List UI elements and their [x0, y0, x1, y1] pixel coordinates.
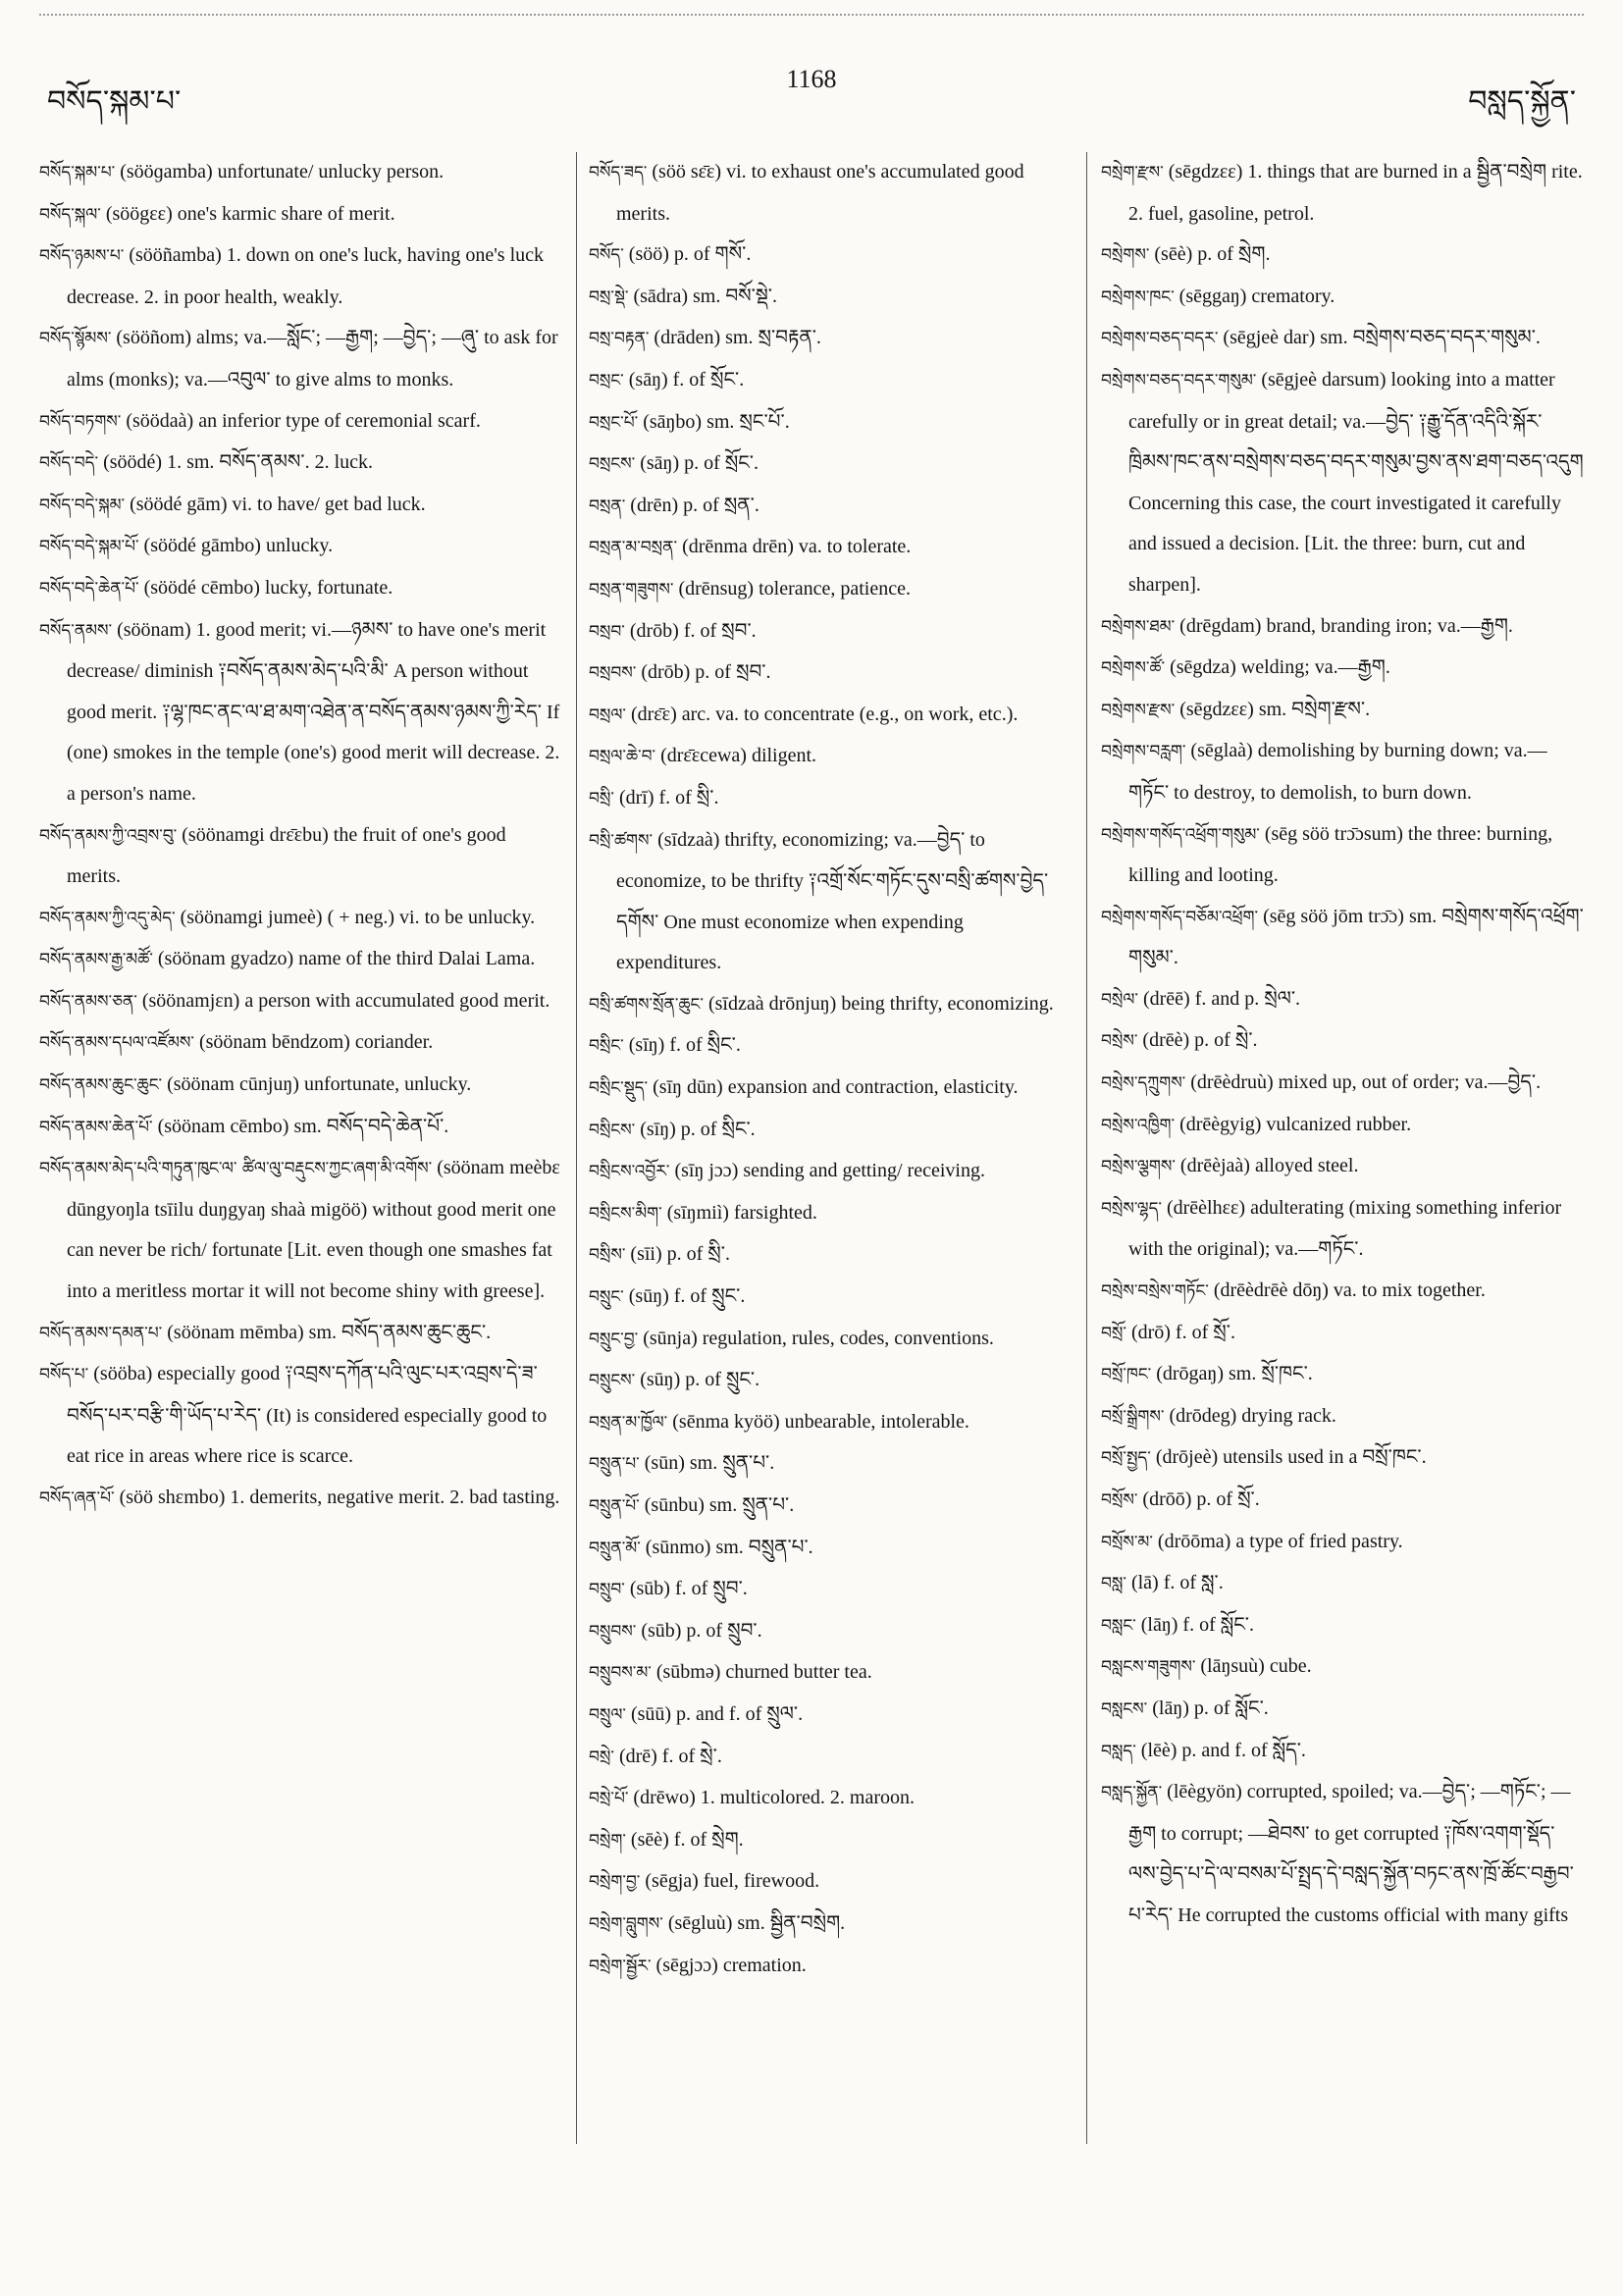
- dictionary-entry: [1101, 1105, 1584, 1147]
- entry-headword: བསྲེས་འཁྱིག་: [1101, 1115, 1176, 1135]
- entry-definition: (lā) f. of སླ་.: [1126, 1572, 1224, 1594]
- dictionary-entry: [589, 277, 1070, 319]
- entry-headword: བསྲེས་དཀྲུགས་: [1101, 1073, 1186, 1094]
- dictionary-entry: [1101, 1480, 1584, 1522]
- entry-headword: བསྲི་ཚགས་: [589, 830, 654, 851]
- dictionary-entry: [589, 527, 1070, 569]
- dictionary-entry: [589, 569, 1070, 611]
- entry-definition: (sēgdza) welding; va.—རྒྱག.: [1165, 656, 1390, 679]
- entry-definition: (sööɡamba) unfortunate/ unlucky person.: [115, 161, 445, 183]
- entry-definition: (drōgaŋ) sm. སྲོ་ཁང་.: [1151, 1363, 1313, 1385]
- entry-headword: བསྲུན་པོ་: [589, 1496, 640, 1516]
- entry-headword: བསྲོ་སྒྲིགས་: [1101, 1406, 1165, 1427]
- entry-definition: (sādra) sm. བསོ་སྡེ་.: [628, 285, 777, 307]
- page-number: 1168: [786, 65, 837, 93]
- entry-definition: (drɛ̄ɛcewa) diligent.: [655, 745, 817, 767]
- entry-headword: བསྲེ་པོ་: [589, 1789, 629, 1809]
- entry-definition: (sööba) especially good ༑འབྲས་དཀོན་པའི་ལུང་པར་འབྲས་དེ་ཟ་བསོད་པར་བརྩི་གི་ཡོད་པ་རེད་ (It) is considered especially good to eat rice in areas where rice is scarce.: [67, 1363, 548, 1468]
- entry-headword: བསོད་ནམས་དམན་པ་: [39, 1323, 163, 1343]
- entry-headword: བསོད་བདེ་སྐམ་པོ་: [39, 537, 139, 557]
- dictionary-entry: [39, 401, 564, 444]
- entry-headword: བསྲིས་: [589, 1245, 626, 1266]
- entry-headword: བསྲིངས་འབྱོར་: [589, 1162, 670, 1182]
- top-dotted-rule: [39, 14, 1584, 16]
- entry-definition: (drāden) sm. སྲ་བརྟན་.: [649, 327, 821, 349]
- entry-headword: བསྲེས་བསྲེས་གཏོང་: [1101, 1281, 1209, 1302]
- entry-definition: (söödé gām) vi. to have/ get bad luck.: [125, 493, 426, 515]
- entry-definition: (sēè) p. of སྲེག.: [1149, 243, 1271, 266]
- dictionary-entry: [1101, 1772, 1584, 1936]
- dictionary-entry: [1101, 1396, 1584, 1438]
- entry-headword: བསྲོས་: [1101, 1490, 1138, 1510]
- entry-definition: (sīŋ) p. of སྲིང་.: [635, 1118, 756, 1140]
- dictionary-entry: [39, 1022, 564, 1065]
- entry-definition: (drōb) f. of སྲབ་.: [624, 619, 757, 642]
- entry-definition: (sēgjɔɔ) cremation.: [651, 1954, 807, 1976]
- dictionary-entry: [589, 1402, 1070, 1444]
- entry-definition: (sēglaà) demolishing by burning down; va.—གཏོང་ to destroy, to demolish, to burn down.: [1128, 740, 1547, 804]
- entry-definition: (sööñamba) 1. down on one's luck, having one's luck decrease. 2. in poor health, weakly.: [67, 244, 545, 308]
- entry-headword: བསྲུབ་: [589, 1580, 625, 1600]
- right-guide-word: བསླད་སྐྱོན་: [1468, 84, 1576, 119]
- entry-headword: བསྲལ་: [589, 704, 626, 725]
- entry-headword: བསོད་སྐལ་: [39, 204, 101, 225]
- dictionary-entry: [1101, 1605, 1584, 1647]
- dictionary-entry: [1101, 606, 1584, 649]
- entry-definition: (sāŋ) f. of སྲོང་.: [623, 368, 745, 391]
- dictionary-entry: [1101, 1689, 1584, 1731]
- entry-definition: (söö shɛmbo) 1. demerits, negative merit. 2. bad tasting.: [114, 1487, 560, 1508]
- entry-headword: བསྲོ་སྤྱད་: [1101, 1448, 1151, 1469]
- dictionary-entry: [1101, 1646, 1584, 1689]
- dictionary-entry: [589, 1234, 1070, 1277]
- entry-headword: བསྲོས་མ་: [1101, 1532, 1153, 1552]
- dictionary-entry: [589, 1486, 1070, 1528]
- entry-definition: (lāŋ) f. of སློང་.: [1135, 1613, 1254, 1636]
- entry-headword: བསོད་ནམས་ཆུང་ཆུང་: [39, 1075, 163, 1096]
- entry-definition: (lēègyön) corrupted, spoiled; va.—བྱེད་; —གཏོང་; —རྒྱག to corrupt; —ཐེབས་ to get corrupted ༑ཁོས་འགག་སྡོད་ལས་བྱེད་པ་དེ་ལ་བསམ་པོ་སྤྲད་དེ་བསླད་སྐྱོན་བཏང་ནས་ཁྲོ་ཚོང་བརྒྱབ་པ་རེད་ He corrupted the customs official with many gifts: [1128, 1781, 1574, 1926]
- column-left: [39, 152, 564, 1520]
- dictionary-entry: [589, 778, 1070, 820]
- entry-headword: བསྲུལ་: [589, 1704, 626, 1725]
- dictionary-entry: [589, 1528, 1070, 1570]
- entry-headword: བསྲུང་བྱ་: [589, 1329, 639, 1349]
- entry-headword: བསྲེས་: [1101, 1031, 1138, 1052]
- entry-definition: (sūb) f. of སྲུབ་.: [624, 1578, 748, 1600]
- dictionary-entry: [39, 152, 564, 194]
- dictionary-entry: [589, 1151, 1070, 1193]
- entry-definition: (söönamgi jumeè) ( + neg.) vi. to be unlucky.: [175, 906, 536, 928]
- entry-headword: བསྲེག་བྱ་: [589, 1872, 641, 1893]
- entry-headword: བསླང་: [1101, 1615, 1136, 1636]
- dictionary-entry: [39, 1478, 564, 1520]
- dictionary-entry: [39, 610, 564, 815]
- dictionary-entry: [39, 235, 564, 318]
- entry-definition: (sīŋmiì) farsighted.: [661, 1201, 817, 1224]
- entry-definition: (drɛ̄ɛ) arc. va. to concentrate (e.g., on work, etc.).: [625, 703, 1019, 725]
- dictionary-entry: [589, 235, 1070, 277]
- entry-headword: བསྲོ་ཁང་: [1101, 1365, 1152, 1385]
- entry-headword: བསྲན་: [589, 496, 626, 516]
- entry-definition: (söönam cūnjuŋ) unfortunate, unlucky.: [162, 1073, 472, 1096]
- entry-headword: བསྲེགས་ཁང་: [1101, 287, 1175, 307]
- dictionary-entry: [1101, 648, 1584, 690]
- entry-headword: བསྲང་: [589, 370, 624, 391]
- entry-headword: བསྲེས་ལྕགས་: [1101, 1157, 1176, 1177]
- entry-definition: (sīŋ dūn) expansion and contraction, elasticity.: [648, 1076, 1019, 1099]
- entry-definition: (sīŋ) f. of སྲིང་.: [623, 1034, 741, 1057]
- entry-definition: (sūŋ) p. of སྲུང་.: [635, 1369, 760, 1391]
- dictionary-entry: [589, 1820, 1070, 1862]
- dictionary-entry: [1101, 360, 1584, 606]
- entry-definition: (sūn) sm. སྲུན་པ་.: [639, 1452, 775, 1475]
- dictionary-entry: [1101, 814, 1584, 897]
- entry-definition: (söönam gyadzo) name of the third Dalai Lama.: [152, 948, 536, 970]
- dictionary-entry: [1101, 1271, 1584, 1313]
- left-guide-word: བསོད་སྐམ་པ་: [47, 84, 182, 119]
- entry-definition: (drēnma drēn) va. to tolerate.: [677, 536, 912, 558]
- entry-headword: བསྲ་སྡེ་: [589, 287, 629, 307]
- dictionary-entry: [39, 1354, 564, 1478]
- entry-definition: (drēè) p. of སྲེ་.: [1137, 1029, 1258, 1052]
- column-middle: [589, 152, 1070, 1987]
- entry-headword: བསྲེས་ལྷད་: [1101, 1198, 1162, 1219]
- entry-definition: (drēègyig) vulcanized rubber.: [1175, 1113, 1412, 1135]
- dictionary-entry: [1101, 318, 1584, 360]
- dictionary-entry: [589, 444, 1070, 486]
- entry-definition: (sēgdzɛɛ) 1. things that are burned in a སྦྱིན་བསྲེག rite. 2. fuel, gasoline, petrol.: [1128, 161, 1583, 225]
- dictionary-entry: [589, 1904, 1070, 1946]
- entry-definition: (sūnja) regulation, rules, codes, conventions.: [638, 1327, 994, 1349]
- entry-headword: བསྲེགས་ཐམ་: [1101, 616, 1176, 637]
- entry-definition: (söö sɛ̄ɛ) vi. to exhaust one's accumulated good merits.: [616, 161, 1024, 225]
- entry-definition: (lāŋ) p. of སློང་.: [1147, 1696, 1269, 1719]
- entry-headword: བསོད་སྙོམས་: [39, 329, 112, 349]
- dictionary-entry: [1101, 1731, 1584, 1773]
- dictionary-entry: [589, 695, 1070, 737]
- dictionary-entry: [589, 736, 1070, 778]
- dictionary-entry: [589, 1443, 1070, 1486]
- dictionary-entry: [1101, 690, 1584, 732]
- entry-headword: བསྲེགས་ཚོ་: [1101, 658, 1166, 679]
- entry-headword: བསྲབ་: [589, 621, 625, 642]
- dictionary-entry: [589, 1319, 1070, 1361]
- entry-headword: བསོད་པ་: [39, 1365, 89, 1385]
- entry-headword: བསོད་ནམས་ཅན་: [39, 991, 137, 1012]
- entry-definition: (lāŋsuù) cube.: [1195, 1655, 1312, 1678]
- entry-definition: (sööñom) alms; va.—སློང་; —རྒྱག; —བྱེད་; —ཞུ་ to ask for alms (monks); va.—འབུལ་ to give alms to monks.: [67, 327, 558, 391]
- entry-definition: (sīdzaà drōnjuŋ) being thrifty, economizing.: [703, 992, 1054, 1015]
- entry-headword: བསྲ་བརྟན་: [589, 329, 650, 349]
- dictionary-entry: [39, 318, 564, 400]
- entry-headword: བསྲུབས་: [589, 1621, 637, 1642]
- entry-definition: (drēnsug) tolerance, patience.: [673, 577, 911, 600]
- dictionary-entry: [39, 194, 564, 236]
- entry-definition: (söödé) 1. sm. བསོད་ནམས་. 2. luck.: [98, 451, 374, 474]
- entry-definition: (söönam bēndzom) coriander.: [193, 1031, 434, 1054]
- entry-definition: (drē) f. of སྲེ་.: [613, 1745, 722, 1767]
- entry-definition: (sēgdzɛɛ) sm. བསྲེག་རྫས་.: [1175, 698, 1371, 720]
- entry-definition: (drī) f. of སྲི་.: [613, 786, 719, 809]
- entry-definition: (drō) f. of སྲོ་.: [1126, 1321, 1235, 1343]
- dictionary-entry: [1101, 731, 1584, 813]
- entry-headword: བསྲེགས་གསོད་འཕྲོག་གསུམ་: [1101, 824, 1260, 845]
- dictionary-entry: [1101, 1354, 1584, 1396]
- entry-definition: (drōb) p. of སྲབ་.: [636, 661, 771, 684]
- dictionary-entry: [39, 1148, 564, 1312]
- dictionary-entry: [39, 1313, 564, 1355]
- entry-headword: བསླངས་གཟུགས་: [1101, 1657, 1196, 1678]
- entry-definition: (söönamjɛn) a person with accumulated good merit.: [136, 989, 550, 1012]
- dictionary-entry: [589, 360, 1070, 402]
- entry-definition: (söönam) 1. good merit; vi.—ཉམས་ to have one's merit decrease/ diminish ༑བསོད་ནམས་མེད་པའི་མི་ A person without good merit. ༑ལྷ་ཁང་ནང་ལ་ཐ་མག་འཐེན་ན་བསོད་ནམས་ཉམས་ཀྱི་རེད་ If (one) smokes in the temple (one's) good merit will decrease. 2. a person's name.: [67, 618, 560, 805]
- dictionary-entry: [589, 1068, 1070, 1110]
- entry-definition: (sūnmo) sm. བསྲུན་པ་.: [640, 1536, 813, 1558]
- entry-headword: བསྲུང་: [589, 1287, 624, 1308]
- entry-headword: བསྲོ་: [1101, 1323, 1126, 1343]
- dictionary-entry: [589, 402, 1070, 444]
- entry-headword: བསོད་ཞན་པོ་: [39, 1488, 115, 1508]
- entry-headword: བསྲུན་པ་: [589, 1454, 640, 1475]
- entry-headword: བསྲང་པོ་: [589, 412, 639, 433]
- dictionary-entry: [1101, 1563, 1584, 1605]
- entry-definition: (sēè) f. of སྲེག.: [625, 1828, 744, 1851]
- entry-headword: བསྲིངས་: [589, 1120, 636, 1140]
- column-divider-1: [576, 152, 577, 2144]
- entry-headword: བསོད་བདེ་སྐམ་: [39, 495, 126, 515]
- entry-definition: (sūŋ) f. of སྲུང་.: [623, 1285, 746, 1308]
- entry-definition: (sāŋbo) sm. སྲང་པོ་.: [638, 410, 790, 433]
- entry-definition: (drōō) p. of སྲོ་.: [1137, 1488, 1260, 1510]
- entry-headword: བསྲན་གཟུགས་: [589, 579, 674, 600]
- entry-headword: བསྲན་མ་ཁྱོལ་: [589, 1412, 668, 1433]
- entry-headword: བསྲངས་: [589, 454, 636, 475]
- entry-headword: བསྲེགས་གསོད་བཅོམ་འཕྲོག་: [1101, 907, 1259, 927]
- entry-definition: (drōdeg) drying rack.: [1164, 1404, 1336, 1427]
- entry-definition: (sīdzaà) thrifty, economizing; va.—བྱེད་ to economize, to be thrifty ༑འགྲོ་སོང་གཏོང་དུས་བསྲི་ཚགས་བྱེད་དགོས་ One must economize when expending expenditures.: [616, 828, 1049, 974]
- dictionary-entry: [39, 568, 564, 610]
- entry-definition: (söödaà) an inferior type of ceremonial scarf.: [121, 409, 481, 432]
- entry-definition: (drēèdrēè dōŋ) va. to mix together.: [1208, 1279, 1486, 1302]
- dictionary-entry: [589, 1025, 1070, 1068]
- entry-definition: (sēgjeè dar) sm. བསྲེགས་བཅད་བདར་གསུམ་.: [1218, 327, 1541, 349]
- dictionary-entry: [39, 1065, 564, 1107]
- entry-headword: བསོད་ནམས་ཀྱི་འདུ་མེད་: [39, 908, 176, 928]
- entry-definition: (sēgluù) sm. སྦྱིན་བསྲེག.: [662, 1911, 846, 1934]
- entry-headword: བསྲིངས་མིག་: [589, 1203, 662, 1224]
- entry-headword: བསོད་ནམས་དཔལ་འཛོམས་: [39, 1033, 194, 1054]
- dictionary-entry: [1101, 897, 1584, 979]
- entry-headword: བསྲེགས་བཅད་བདར་གསུམ་: [1101, 370, 1257, 391]
- entry-headword: བསྲལ་ཆེ་བ་: [589, 747, 656, 767]
- dictionary-entry: [589, 1193, 1070, 1235]
- column-divider-2: [1086, 152, 1087, 2144]
- entry-headword: བསྲེག་སྦྱོར་: [589, 1956, 652, 1976]
- dictionary-entry: [1101, 152, 1584, 235]
- entry-headword: བསོད་ནམས་: [39, 620, 113, 641]
- entry-headword: བསོད་བདེ་ཆེན་པོ་: [39, 578, 139, 599]
- entry-headword: བསོད་བཏགས་: [39, 411, 122, 432]
- entry-definition: (sīŋ jɔɔ) sending and getting/ receiving.: [669, 1160, 985, 1182]
- entry-headword: བསྲི་ཚགས་སྲོན་ཆུང་: [589, 994, 704, 1015]
- dictionary-entry: [589, 1946, 1070, 1988]
- entry-headword: བསྲེགས་བརླག་: [1101, 742, 1186, 762]
- dictionary-entry: [589, 984, 1070, 1026]
- entry-headword: བསླད་སྐྱོན་: [1101, 1783, 1163, 1803]
- entry-definition: (drōōma) a type of fried pastry.: [1152, 1530, 1403, 1552]
- dictionary-entry: [39, 939, 564, 981]
- entry-headword: བསྲུབས་མ་: [589, 1663, 652, 1684]
- entry-headword: བསྲུན་མོ་: [589, 1538, 641, 1558]
- dictionary-entry: [589, 1861, 1070, 1904]
- entry-headword: བསྲེགས་བཅད་བདར་: [1101, 329, 1219, 349]
- entry-headword: བསོད་ཉམས་པ་: [39, 246, 125, 267]
- dictionary-entry: [39, 898, 564, 940]
- entry-headword: བསྲི་: [589, 788, 614, 809]
- column-right: [1101, 152, 1584, 1937]
- entry-definition: (drēèjaà) alloyed steel.: [1175, 1155, 1359, 1177]
- entry-headword: བསྲེགས་: [1101, 245, 1150, 266]
- entry-headword: བསོད་སྐམ་པ་: [39, 163, 116, 183]
- entry-headword: བསྲུངས་: [589, 1371, 636, 1391]
- dictionary-entry: [39, 485, 564, 527]
- dictionary-entry: [589, 1277, 1070, 1319]
- entry-definition: (drēèdruù) mixed up, out of order; va.—བྱེད་.: [1185, 1071, 1542, 1094]
- entry-definition: (sīi) p. of སྲི་.: [625, 1243, 730, 1266]
- dictionary-entry: [1101, 979, 1584, 1021]
- entry-definition: (sēgjeè darsum) looking into a matter carefully or in great detail; va.—བྱེད་ ༑རྒྱུ་དོན་འདིའི་སྐོར་ཁྲིམས་ཁང་ནས་བསྲེགས་བཅད་བདར་གསུམ་བྱས་ནས་ཐག་བཅད་འདུག Concerning this case, the court investigated it carefully and issued a decision. [Lit. the three: burn, cut and sharpen].: [1128, 368, 1584, 596]
- entry-definition: (sēg söö jōm trɔ̄ɔ) sm. བསྲེགས་གསོད་འཕྲོག་གསུམ་.: [1128, 905, 1584, 969]
- dictionary-entry: [39, 1107, 564, 1149]
- dictionary-entry: [589, 1360, 1070, 1402]
- entry-headword: བསྲེ་: [589, 1747, 614, 1767]
- entry-definition: (sēggaŋ) crematory.: [1174, 285, 1335, 307]
- dictionary-entry: [1101, 1063, 1584, 1105]
- entry-definition: (sēg söö trɔ̄ɔsum) the three: burning, killing and looting.: [1128, 822, 1553, 887]
- entry-definition: (söödé cēmbo) lucky, fortunate.: [138, 576, 393, 599]
- entry-definition: (sūb) p. of སྲུབ་.: [636, 1619, 762, 1642]
- entry-headword: བསོད་ནམས་རྒྱ་མཚོ་: [39, 950, 153, 970]
- entry-definition: (drēgdam) brand, branding iron; va.—རྒྱག.: [1175, 614, 1513, 637]
- entry-definition: (söönam mēmba) sm. བསོད་ནམས་ཆུང་ཆུང་.: [162, 1321, 492, 1343]
- entry-headword: བསླངས་: [1101, 1698, 1148, 1719]
- entry-definition: (sēnma kyöö) unbearable, intolerable.: [667, 1410, 969, 1433]
- entry-headword: བསླ་: [1101, 1574, 1126, 1594]
- entry-headword: བསོད་ནམས་ཆེན་པོ་: [39, 1117, 153, 1137]
- entry-headword: བསྲེག་: [589, 1830, 626, 1851]
- entry-headword: བསྲེགས་རྫས་: [1101, 700, 1176, 720]
- entry-definition: (drōjeè) utensils used in a བསྲོ་ཁང་.: [1150, 1446, 1427, 1469]
- dictionary-entry: [589, 1695, 1070, 1737]
- entry-definition: (söögɛɛ) one's karmic share of merit.: [100, 202, 395, 225]
- entry-headword: བསོད་ནམས་མེད་པའི་གཏུན་ཁུང་ལ་ ཚིལ་ལུ་བརྡུངས་ཀྱང་ཞག་མི་འགོས་: [39, 1159, 433, 1179]
- dictionary-entry: [589, 318, 1070, 360]
- dictionary-entry: [589, 611, 1070, 653]
- dictionary-entry: [589, 820, 1070, 984]
- dictionary-entry: [1101, 1522, 1584, 1564]
- entry-definition: (drēē) f. and p. སྲེལ་.: [1137, 987, 1301, 1010]
- dictionary-entry: [39, 981, 564, 1023]
- dictionary-entry: [1101, 1188, 1584, 1271]
- entry-definition: (söö) p. of གསོ་.: [623, 243, 752, 266]
- dictionary-entry: [589, 1778, 1070, 1820]
- dictionary-entry: [39, 443, 564, 485]
- dictionary-entry: [589, 652, 1070, 695]
- dictionary-entry: [589, 1737, 1070, 1779]
- dictionary-entry: [1101, 277, 1584, 319]
- dictionary-entry: [1101, 235, 1584, 277]
- entry-headword: བསྲེལ་: [1101, 989, 1138, 1010]
- entry-definition: (sāŋ) p. of སྲོང་.: [635, 452, 759, 475]
- entry-definition: (söönam meèbɛ dūngyoŋla tsīilu duŋgyaŋ shaà migöö) without good merit one can never be rich/ fortunate [Lit. even though one smashes fat into a meritless mortar it will not become shiny with greese].: [67, 1157, 560, 1303]
- entry-headword: བསོད་: [589, 245, 624, 266]
- dictionary-entry: [589, 1652, 1070, 1695]
- dictionary-entry: [1101, 1437, 1584, 1480]
- dictionary-entry: [589, 152, 1070, 235]
- entry-definition: (drēèlhɛɛ) adulterating (mixing something inferior with the original); va.—གཏོང་.: [1128, 1196, 1562, 1261]
- entry-headword: བསྲིང་སྡུད་: [589, 1078, 649, 1099]
- dictionary-entry: [1101, 1313, 1584, 1355]
- entry-definition: (sūbmə) churned butter tea.: [651, 1661, 872, 1684]
- entry-headword: བསྲིང་: [589, 1036, 624, 1057]
- entry-headword: བསྲན་མ་བསྲན་: [589, 538, 678, 558]
- dictionary-entry: [589, 1569, 1070, 1611]
- dictionary-entry: [589, 1110, 1070, 1152]
- dictionary-entry: [1101, 1146, 1584, 1188]
- entry-headword: བསྲབས་: [589, 663, 637, 684]
- dictionary-entry: [39, 815, 564, 898]
- entry-headword: བསླད་: [1101, 1741, 1136, 1761]
- dictionary-entry: [39, 526, 564, 568]
- entry-definition: (söödé gāmbo) unlucky.: [138, 535, 334, 557]
- dictionary-entry: [589, 486, 1070, 528]
- entry-definition: (lēè) p. and f. of སློད་.: [1135, 1739, 1306, 1761]
- entry-definition: (sūnbu) sm. སྲུན་པ་.: [639, 1494, 795, 1516]
- entry-headword: བསོད་བདེ་: [39, 453, 99, 474]
- dictionary-entry: [1101, 1020, 1584, 1063]
- entry-definition: (drēwo) 1. multicolored. 2. maroon.: [628, 1787, 916, 1809]
- entry-headword: བསོད་ནམས་ཀྱི་འབྲས་བུ་: [39, 825, 178, 846]
- entry-definition: (sēgja) fuel, firewood.: [640, 1870, 820, 1893]
- entry-headword: བསོད་ཟད་: [589, 163, 648, 183]
- entry-definition: (söönamgi drɛ̄ɛbu) the fruit of one's good merits.: [67, 823, 506, 888]
- dictionary-entry: [589, 1611, 1070, 1653]
- entry-definition: (drēn) p. of སྲན་.: [625, 494, 759, 516]
- entry-definition: (söönam cēmbo) sm. བསོད་བདེ་ཆེན་པོ་.: [152, 1115, 449, 1137]
- entry-headword: བསྲེག་རྫས་: [1101, 163, 1164, 183]
- entry-headword: བསྲེག་བླུགས་: [589, 1913, 663, 1934]
- entry-definition: (sūū) p. and f. of སྲུལ་.: [625, 1702, 804, 1725]
